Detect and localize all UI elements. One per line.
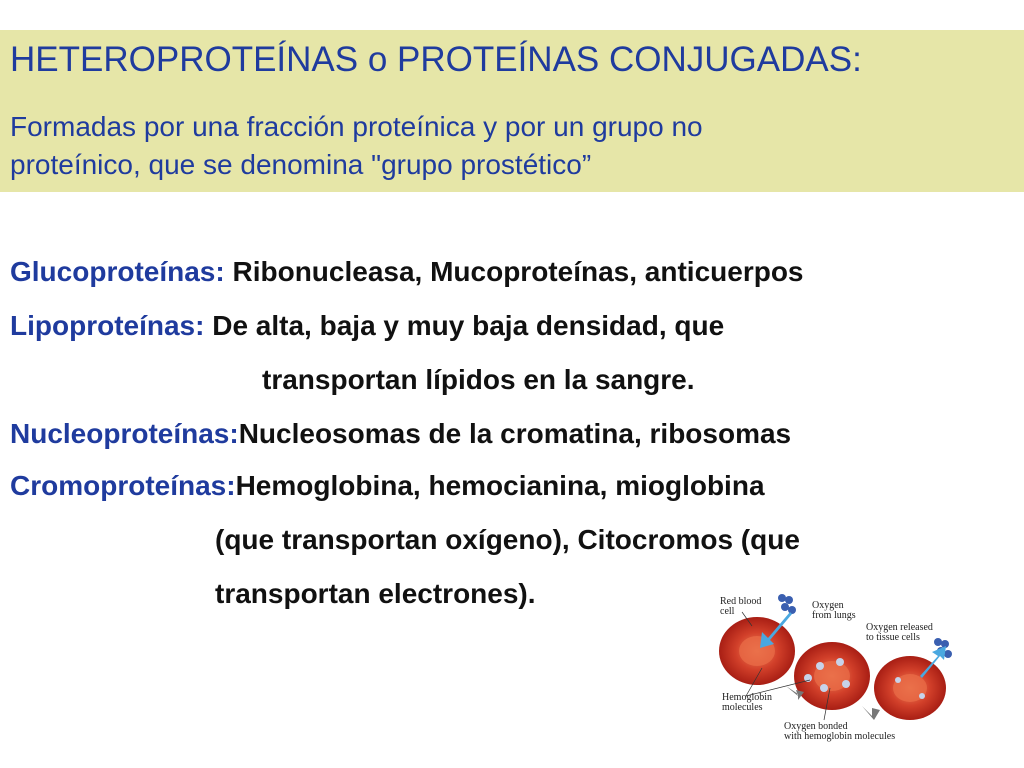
label-red-blood-cell: Red blood cell: [720, 596, 762, 617]
term-glucoproteinas: Glucoproteínas:: [10, 256, 225, 287]
label-hemoglobin-molecules: Hemoglobin molecules: [722, 692, 772, 713]
list-item-nucleoproteinas: [10, 418, 791, 450]
red-blood-cell-2: [794, 642, 870, 710]
label-oxygen-bonded: Oxygen bonded with hemoglobin molecules: [784, 721, 896, 742]
text-glucoproteinas: Ribonucleasa, Mucoproteínas, anticuerpos: [224, 256, 804, 287]
text-nucleoproteinas: Nucleosomas de la cromatina, ribosomas: [238, 418, 792, 449]
list-item-glucoproteinas: [10, 256, 804, 288]
text-lipoproteinas: De alta, baja y muy baja densidad, que: [204, 310, 725, 341]
hemoglobin-oxygen-figure: [712, 588, 972, 748]
description-line-1: Formadas por una fracción proteínica y por un grupo no: [10, 111, 703, 142]
flow-arrow-2: [862, 706, 880, 720]
label-oxygen-from-lungs: Oxygen from lungs: [812, 600, 856, 621]
oxygen-molecules-in: [778, 594, 796, 614]
slide-title: HETEROPROTEÍNAS o PROTEÍNAS CONJUGADAS:: [10, 40, 862, 79]
description-line-2: proteínico, que se denomina "grupo prostético”: [10, 149, 592, 180]
list-item-lipoproteinas: [10, 310, 724, 342]
red-blood-cell-3: [874, 656, 946, 720]
term-nucleoproteinas: Nucleoproteínas:: [10, 418, 239, 449]
text-cromoproteinas-cont-1: (que transportan oxígeno), Citocromos (que: [215, 524, 800, 555]
text-lipoproteinas-cont: transportan lípidos en la sangre.: [262, 364, 695, 395]
term-lipoproteinas: Lipoproteínas:: [10, 310, 205, 341]
label-oxygen-released: Oxygen released to tissue cells: [866, 622, 933, 643]
text-cromoproteinas-cont-2: transportan electrones).: [215, 578, 536, 609]
term-cromoproteinas: Cromoproteínas:: [10, 470, 236, 501]
list-item-cromoproteinas: [10, 470, 765, 502]
text-cromoproteinas: Hemoglobina, hemocianina, mioglobina: [235, 470, 765, 501]
red-blood-cell-1: [719, 617, 795, 685]
slide-description: [10, 108, 1010, 184]
